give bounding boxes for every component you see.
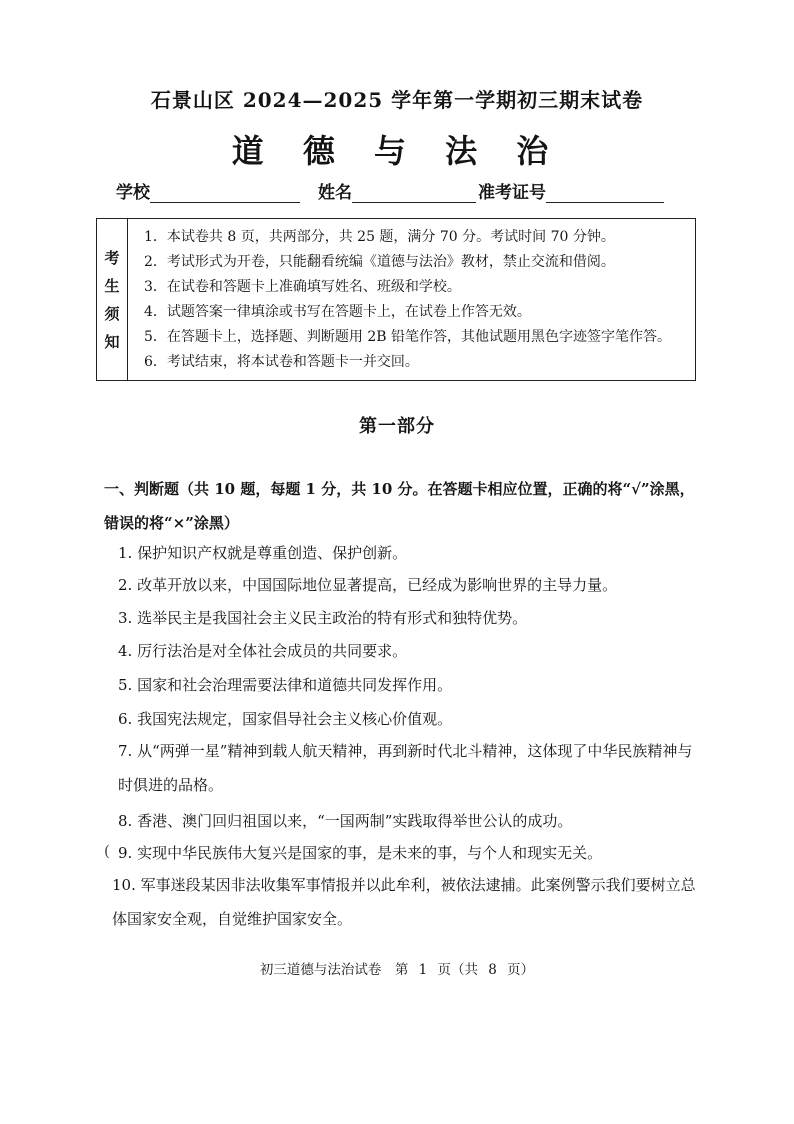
notice-item: 4．试题答案一律填涂或书写在答题卡上，在试卷上作答无效。 (144, 304, 531, 320)
page-footer: 初三道德与法治试卷 第 1 页（共 8 页） (259, 962, 535, 978)
notice-item: 1．本试卷共 8 页，共两部分，共 25 题，满分 70 分。考试时间 70 分钟。 (144, 229, 615, 245)
notice-item: 6．考试结束，将本试卷和答题卡一并交回。 (144, 354, 419, 370)
question-item: 6. 我国宪法规定，国家倡导社会主义核心价值观。 (118, 710, 453, 728)
question-item: 2. 改革开放以来，中国国际地位显著提高，已经成为影响世界的主导力量。 (118, 576, 618, 594)
part-title: 第一部分 (359, 416, 435, 437)
notice-item: 2．考试形式为开卷，只能翻看统编《道德与法治》教材，禁止交流和借阅。 (144, 254, 615, 270)
id-field (478, 178, 664, 203)
notice-side-char: 生 (104, 276, 120, 295)
question-item: 7. 从“两弹一星”精神到载人航天精神，再到新时代北斗精神，这体现了中华民族精神与时俱进的品格。 (118, 742, 693, 794)
school-field (116, 178, 300, 203)
notice-item: 3．在试卷和答题卡上准确填写姓名、班级和学校。 (144, 279, 461, 295)
notice-side-char: 知 (104, 332, 120, 351)
exam-title: 石景山区 2024—2025 学年第一学期初三期末试卷 (150, 88, 644, 112)
id-blank[interactable] (546, 184, 664, 203)
question-item: 1. 保护知识产权就是尊重创造、保护创新。 (118, 544, 408, 562)
school-blank[interactable] (150, 184, 300, 203)
school-label: 学校 (116, 183, 150, 203)
section-intro: 一、判断题（共 10 题，每题 1 分，共 10 分。在答题卡相应位置，正确的将“√”涂黑，错误的将“×”涂黑） (104, 480, 695, 532)
question-item: 5. 国家和社会治理需要法律和道德共同发挥作用。 (118, 676, 453, 694)
notice-side-label (97, 219, 128, 380)
id-label: 准考证号 (478, 183, 546, 203)
name-field (318, 178, 476, 203)
margin-mark: ( (104, 842, 110, 860)
name-label: 姓名 (318, 183, 352, 203)
exam-notice-box (96, 218, 696, 381)
question-item: 4. 厉行法治是对全体社会成员的共同要求。 (118, 642, 408, 660)
question-item: 10. 军事迷段某因非法收集军事情报并以此牟利，被依法逮捕。此案例警示我们要树立总体国家安全观，自觉维护国家安全。 (112, 876, 696, 928)
question-item: 9. 实现中华民族伟大复兴是国家的事，是未来的事，与个人和现实无关。 (118, 844, 603, 862)
notice-side-char: 考 (104, 248, 120, 267)
notice-side-char: 须 (104, 304, 120, 323)
question-item: 8. 香港、澳门回归祖国以来，“一国两制”实践取得举世公认的成功。 (118, 812, 573, 830)
question-item: 3. 选举民主是我国社会主义民主政治的特有形式和独特优势。 (118, 609, 528, 627)
notice-item: 5．在答题卡上，选择题、判断题用 2B 铅笔作答，其他试题用黑色字迹签字笔作答。 (144, 329, 672, 345)
name-blank[interactable] (352, 184, 476, 203)
subject-title: 道 德 与 法 治 (231, 132, 563, 170)
notice-list (128, 219, 671, 380)
